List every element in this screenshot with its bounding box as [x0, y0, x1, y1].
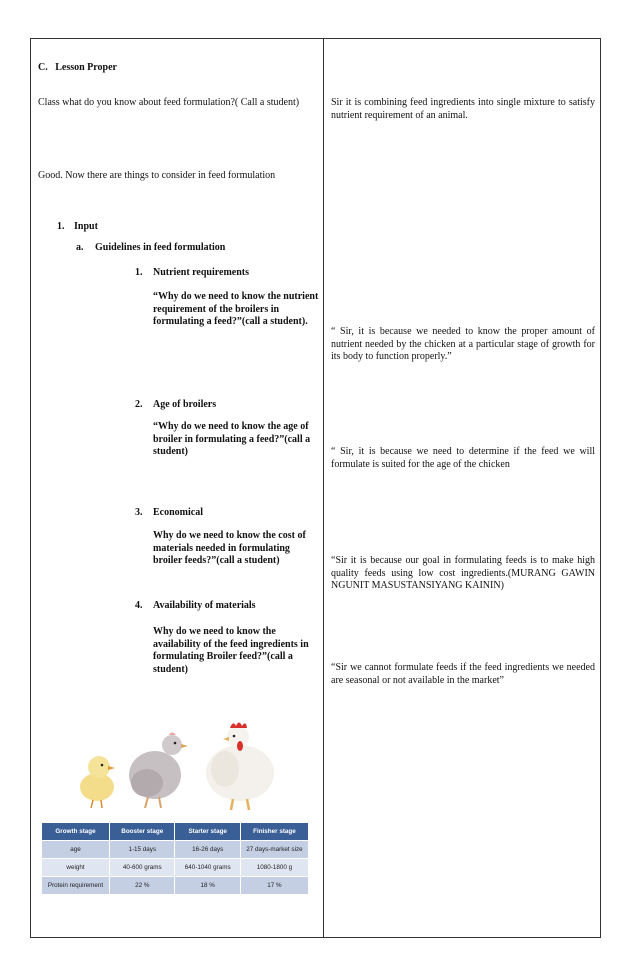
- chick-figure: [80, 756, 115, 808]
- item-1-answer: “ Sir, it is because we needed to know the proper amount of nutrient needed by the chicken at a particular stage of growth for its body to function properly.”: [331, 326, 595, 362]
- chicken-growth-stages-image: [55, 715, 285, 813]
- item-4-title: Availability of materials: [153, 600, 256, 611]
- item-1-question: “Why do we need to know the nutrient requirement of the broilers in formulating a feed?”(call a student).: [153, 291, 319, 327]
- table-cell: weight: [42, 859, 109, 876]
- item-3-answer: “Sir it is because our goal in formulating feeds is to make high quality feeds using low cost ingredients.(MURANG GAWIN NGUNIT MASUSTANSIYANG KAININ): [331, 555, 595, 591]
- item-2-answer: “ Sir, it is because we need to determine if the feed we will formulate is suited for the age of the chicken: [331, 446, 595, 470]
- table-row: [42, 877, 308, 894]
- table-cell: 1080-1800 g: [241, 859, 308, 876]
- table-header-cell: Booster stage: [110, 823, 174, 840]
- table-cell: Protein requirement: [42, 877, 109, 894]
- item-3-number: 3.: [135, 507, 143, 518]
- table-header-cell: Growth stage: [42, 823, 109, 840]
- outline-letter-a: a.: [76, 242, 84, 253]
- section-heading: C. Lesson Proper: [38, 62, 117, 73]
- teacher-question-1: Class what do you know about feed formulation?( Call a student): [38, 97, 300, 108]
- table-cell: 18 %: [175, 877, 239, 894]
- column-divider: [323, 38, 324, 938]
- teacher-statement: Good. Now there are things to consider in feed formulation: [38, 170, 276, 181]
- table-cell: 17 %: [241, 877, 308, 894]
- table-row: [42, 859, 308, 876]
- item-3-title: Economical: [153, 507, 203, 518]
- table-cell: 16-26 days: [175, 841, 239, 858]
- item-2-title: Age of broilers: [153, 399, 217, 410]
- outline-number-1: 1.: [57, 221, 65, 232]
- item-1-title: Nutrient requirements: [153, 267, 250, 278]
- table-row: [42, 841, 308, 858]
- chickens-illustration: [55, 715, 285, 813]
- table-cell: 640-1040 grams: [175, 859, 239, 876]
- outline-input-label: Input: [74, 221, 98, 232]
- table-header-cell: Finisher stage: [241, 823, 308, 840]
- item-4-number: 4.: [135, 600, 143, 611]
- broiler-chicken-figure: [206, 723, 274, 811]
- item-4-question: Why do we need to know the availability of the feed ingredients in formulating Broiler feed?”(call a student): [153, 626, 309, 675]
- student-answer-1: Sir it is combining feed ingredients into single mixture to satisfy nutrient requirement of an animal.: [331, 97, 595, 121]
- item-4-answer: “Sir we cannot formulate feeds if the feed ingredients we needed are seasonal or not available in the market”: [331, 662, 595, 686]
- growth-stage-table: [41, 822, 309, 895]
- item-1-number: 1.: [135, 267, 143, 278]
- table-cell: 27 days-market size: [241, 841, 308, 858]
- grower-chicken-figure: [129, 733, 188, 809]
- table-cell: 1-15 days: [110, 841, 174, 858]
- item-2-question: “Why do we need to know the age of broiler in formulating a feed?”(call a student): [153, 421, 311, 457]
- item-3-question: Why do we need to know the cost of materials needed in formulating broiler feeds?”(call a student): [153, 530, 306, 566]
- table-cell: 22 %: [110, 877, 174, 894]
- table-cell: 40-600 grams: [110, 859, 174, 876]
- table-header-row: [42, 823, 308, 840]
- table-header-cell: Starter stage: [175, 823, 239, 840]
- table-cell: age: [42, 841, 109, 858]
- guidelines-label: Guidelines in feed formulation: [95, 242, 226, 253]
- item-2-number: 2.: [135, 399, 143, 410]
